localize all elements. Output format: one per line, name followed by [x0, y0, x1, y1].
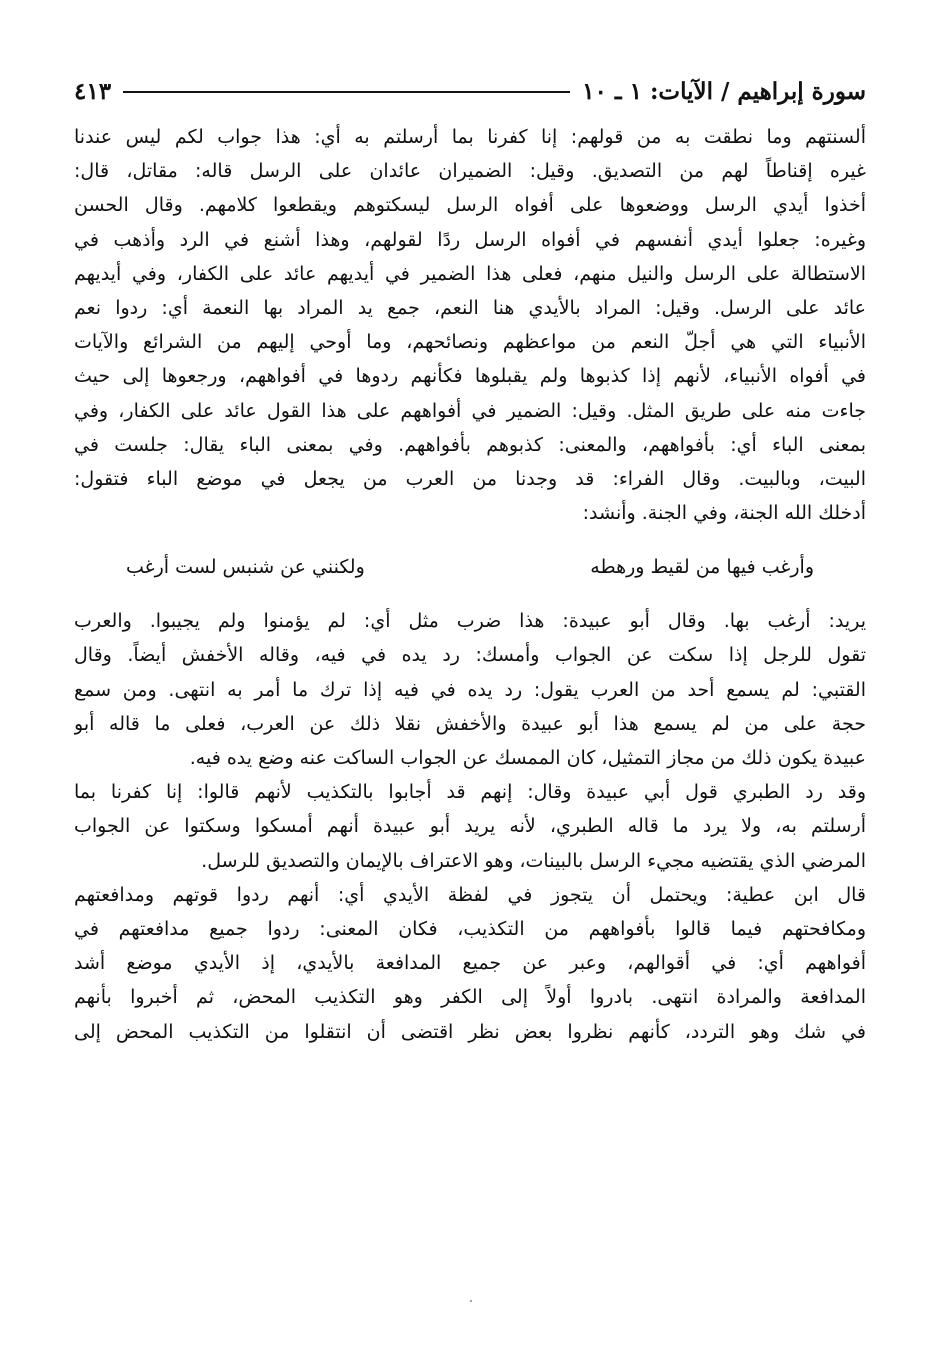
text-line: غيره إقناطاً لهم من التصديق. وقيل: الضميران عائدان على الرسل قاله: مقاتل، قال:: [74, 160, 866, 183]
text-line: وغيره: جعلوا أيدي أنفسهم في أفواه الرسل ردًا لقولهم، وهذا أشنع في الرد وأذهب في: [74, 228, 866, 251]
text-line: الاستطالة على الرسل والنيل منهم، فعلى هذا الضمير في أيديهم عائد على الكفار، وفي أيديهم: [74, 262, 866, 285]
text-line: أرسلتم به، ولا يرد ما قاله الطبري، لأنه يريد أبو عبيدة أنهم أمسكوا وسكتوا عن الجواب: [74, 815, 866, 838]
text-line: البيت، وبالبيت. وقال الفراء: قد وجدنا من العرب من يجعل في موضع الباء فتقول:: [74, 467, 866, 490]
page-number: ٤١٣: [74, 77, 112, 105]
running-title: سورة إبراهيم / الآيات: ١ ـ ١٠: [582, 77, 866, 105]
text-line: أدخلك الله الجنة، وفي الجنة. وأنشد:: [582, 502, 866, 525]
verse-first-hemistich: وأرغب فيها من لقيط ورهطه: [590, 556, 814, 579]
scan-speck: [470, 1300, 472, 1302]
text-line: الأنبياء التي هي أجلّ النعم من مواعظهم ونصائحهم، وما أوحي إليهم من الشرائع والآيات: [74, 331, 866, 354]
text-line: جاءت منه على طريق المثل. وقيل: الضمير في أفواههم على هذا القول عائد على الكفار، وفي: [74, 399, 866, 422]
text-line: أفواههم أي: في أقوالهم، وعبر عن جميع المدافعة بالأيدي، إذ الأيدي موضع أشد: [74, 952, 866, 975]
text-line: القتبي: لم يسمع أحد من العرب يقول: رد يده في فيه إذا ترك ما أمر به انتهى. ومن سمع: [74, 678, 866, 701]
text-line: تقول للرجل إذا سكت عن الجواب وأمسك: رد يده في فيه، وقاله الأخفش أيضاً. وقال: [74, 644, 866, 667]
running-header: [74, 70, 866, 112]
poetry-verse: [74, 542, 866, 592]
text-line: بمعنى الباء أي: بأفواههم، والمعنى: كذبوهم بأفواههم. وفي بمعنى الباء يقال: جلست في: [74, 433, 866, 456]
text-line: في شك وهو التردد، كأنهم نظروا بعض نظر اقتضى أن انتقلوا من التكذيب المحض إلى: [74, 1020, 866, 1043]
text-line: حجة على من لم يسمع هذا أبو عبيدة والأخفش نقلا ذلك عن العرب، فعلى ما قاله أبو: [74, 712, 866, 735]
text-line: عائد على الرسل. وقيل: المراد بالأيدي هنا النعم، جمع يد المراد بها النعمة أي: ردوا نعم: [74, 296, 866, 319]
text-line: عبيدة يكون ذلك من مجاز التمثيل، كان الممسك عن الجواب الساكت عنه وضع يده فيه.: [189, 747, 866, 769]
text-line: المرضي الذي يقتضيه مجيء الرسل بالبينات، وهو الاعتراف بالإيمان والتصديق للرسل.: [201, 849, 866, 872]
text-line: وقد رد الطبري قول أبي عبيدة وقال: إنهم قد أجابوا بالتكذيب لأنهم قالوا: إنا كفرنا بما: [74, 781, 866, 804]
header-rule: [123, 91, 570, 93]
paragraph-commentary-2: [74, 604, 866, 1048]
text-line: ألسنتهم وما نطقت به من قولهم: إنا كفرنا بما أرسلتم به أي: هذا جواب لكم ليس عندنا: [74, 126, 866, 148]
verse-second-hemistich: ولكنني عن شنبس لست أرغب: [126, 556, 365, 579]
text-line: يريد: أرغب بها. وقال أبو عبيدة: هذا ضرب مثل أي: لم يؤمنوا ولم يجيبوا. والعرب: [74, 610, 866, 633]
paragraph-commentary-1: [74, 120, 866, 530]
text-line: المدافعة والمرادة انتهى. بادروا أولاً إلى الكفر وهو التكذيب المحض، ثم أخبروا بأنهم: [74, 986, 866, 1009]
text-line: في أفواه الأنبياء، لأنهم إذا كذبوها ولم يقبلوها فكأنهم ردوها في أفواههم، ورجعوها إلى حيث: [74, 365, 866, 388]
text-line: أخذوا أيدي الرسل ووضعوها على أفواه الرسل ليسكتوهم ويقطعوا كلامهم. وقال الحسن: [74, 194, 866, 217]
book-page: [74, 70, 866, 1049]
text-line: ومكافحتهم فيما قالوا بأفواههم من التكذيب، فكان المعنى: ردوا جميع مدافعتهم في: [74, 917, 866, 940]
text-line: قال ابن عطية: ويحتمل أن يتجوز في لفظة الأيدي أي: أنهم ردوا قوتهم ومدافعتهم: [74, 883, 866, 906]
